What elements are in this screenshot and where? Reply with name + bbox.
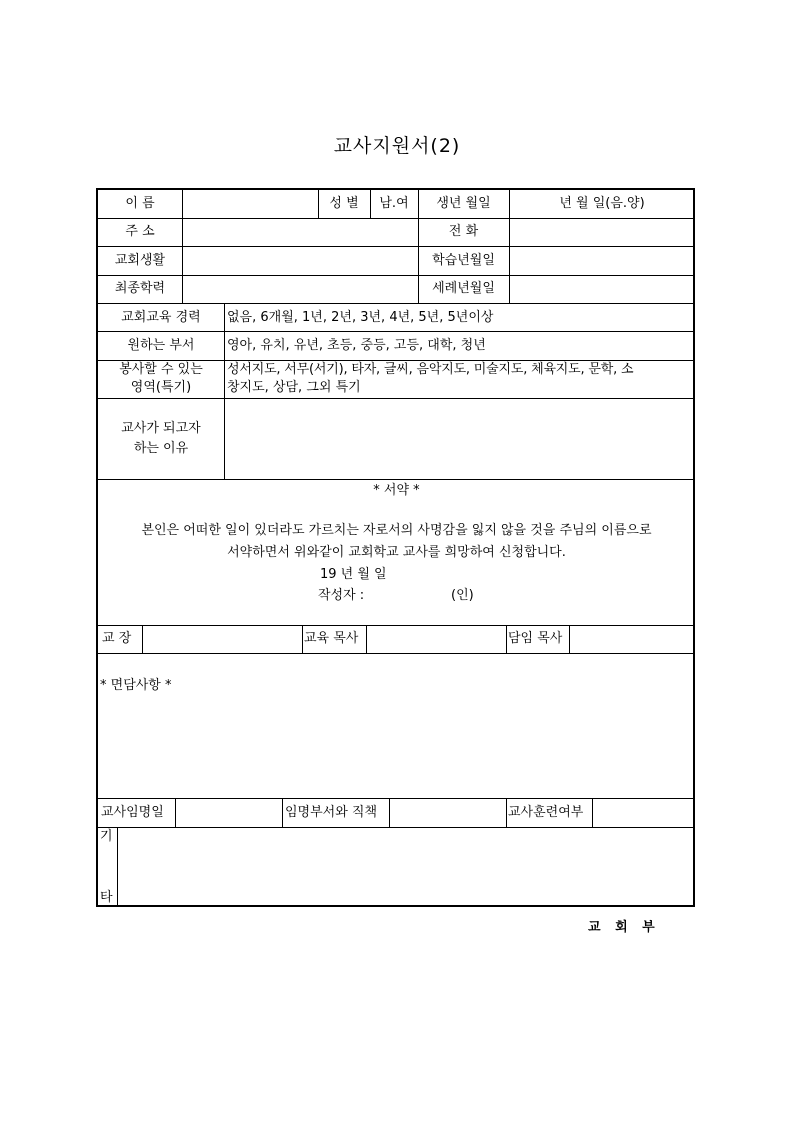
reason-label: 교사가 되고자 — [121, 421, 201, 436]
row-divider — [98, 827, 695, 828]
dept-position-label: 임명부서와 직책 — [285, 805, 378, 820]
interview-notes-field[interactable] — [100, 696, 693, 796]
row-divider — [98, 398, 695, 399]
gender-label: 성 별 — [329, 196, 359, 211]
education-field[interactable] — [184, 277, 416, 301]
row-divider — [98, 331, 695, 332]
col-divider — [117, 827, 118, 907]
col-divider — [366, 625, 367, 653]
col-divider — [142, 625, 143, 653]
row-divider — [98, 360, 695, 361]
phone-field[interactable] — [511, 220, 693, 244]
document-title: 교사지원서(2) — [333, 135, 461, 157]
row-divider — [98, 246, 695, 247]
education-label: 최종학력 — [114, 281, 166, 296]
church-dept-footer: 교 회 부 — [588, 920, 655, 935]
interview-heading: * 면담사항 * — [100, 678, 172, 693]
education-pastor-sign-field[interactable] — [368, 627, 504, 651]
oath-heading: * 서약 * — [373, 483, 420, 498]
church-life-field[interactable] — [184, 248, 416, 273]
reason-label-2: 하는 이유 — [133, 441, 189, 456]
address-field[interactable] — [184, 220, 416, 244]
col-divider — [389, 798, 390, 827]
appointment-date-label: 교사임명일 — [101, 805, 164, 820]
desired-dept-options[interactable]: 영아, 유치, 유년, 초등, 중등, 고등, 대학, 청년 — [227, 338, 486, 353]
oath-line-2: 서약하면서 위와같이 교회학교 교사를 희망하여 신청합니다. — [227, 545, 566, 560]
reason-field[interactable] — [227, 401, 693, 477]
address-label: 주 소 — [125, 224, 155, 239]
col-divider — [569, 625, 570, 653]
birth-label: 생년 월일 — [436, 196, 491, 211]
training-field[interactable] — [594, 800, 693, 825]
gender-value[interactable]: 남.여 — [379, 196, 409, 211]
seal-mark: (인) — [451, 588, 474, 603]
service-area-label-2: 영역(특기) — [130, 380, 192, 395]
col-divider — [224, 303, 225, 479]
pastor-in-charge-sign-field[interactable] — [571, 627, 693, 651]
col-divider — [182, 190, 183, 303]
col-divider — [302, 625, 303, 653]
row-divider — [98, 218, 695, 219]
birth-value[interactable]: 년 월 일(음.양) — [559, 196, 645, 211]
application-form — [96, 188, 695, 907]
col-divider — [506, 798, 507, 827]
name-label: 이 름 — [125, 196, 155, 211]
row-divider — [98, 275, 695, 276]
col-divider — [506, 625, 507, 653]
appointment-date-field[interactable] — [177, 800, 280, 825]
learning-date-field[interactable] — [511, 248, 693, 273]
principal-label: 교 장 — [102, 631, 132, 646]
row-divider — [98, 303, 695, 304]
col-divider — [592, 798, 593, 827]
oath-line-1: 본인은 어떠한 일이 있더라도 가르치는 자로서의 사명감을 잃지 않을 것을 주님의 이름으로 — [141, 523, 652, 538]
name-field[interactable] — [184, 192, 316, 216]
training-label: 교사훈련여부 — [508, 805, 584, 820]
baptism-date-label: 세례년월일 — [432, 281, 495, 296]
etc-label-char-2: 타 — [100, 890, 113, 905]
desired-dept-label: 원하는 부서 — [127, 338, 195, 353]
dept-position-field[interactable] — [391, 800, 504, 825]
etc-field[interactable] — [119, 829, 693, 905]
phone-label: 전 화 — [448, 224, 479, 239]
row-divider — [98, 479, 695, 480]
row-divider — [98, 653, 695, 654]
education-pastor-label: 교육 목사 — [304, 631, 359, 646]
learning-date-label: 학습년월일 — [432, 253, 495, 268]
row-divider — [98, 625, 695, 626]
pastor-in-charge-label: 담임 목사 — [508, 631, 563, 646]
col-divider — [175, 798, 176, 827]
teaching-career-label: 교회교육 경력 — [121, 310, 201, 325]
etc-label-char-1: 기 — [100, 829, 113, 844]
row-divider — [98, 798, 695, 799]
col-divider — [282, 798, 283, 827]
teaching-career-options[interactable]: 없음, 6개월, 1년, 2년, 3년, 4년, 5년, 5년이상 — [227, 310, 494, 325]
baptism-date-field[interactable] — [511, 277, 693, 301]
oath-date[interactable]: 19 년 월 일 — [320, 567, 387, 582]
service-area-options-2[interactable]: 창지도, 상담, 그외 특기 — [227, 380, 361, 395]
service-area-label: 봉사할 수 있는 — [119, 362, 203, 377]
service-area-options[interactable]: 성서지도, 서무(서기), 타자, 글씨, 음악지도, 미술지도, 체육지도, 문학, 소 — [227, 362, 634, 377]
church-life-label: 교회생활 — [114, 253, 166, 268]
author-label: 작성자 : — [318, 588, 365, 603]
principal-sign-field[interactable] — [144, 627, 300, 651]
